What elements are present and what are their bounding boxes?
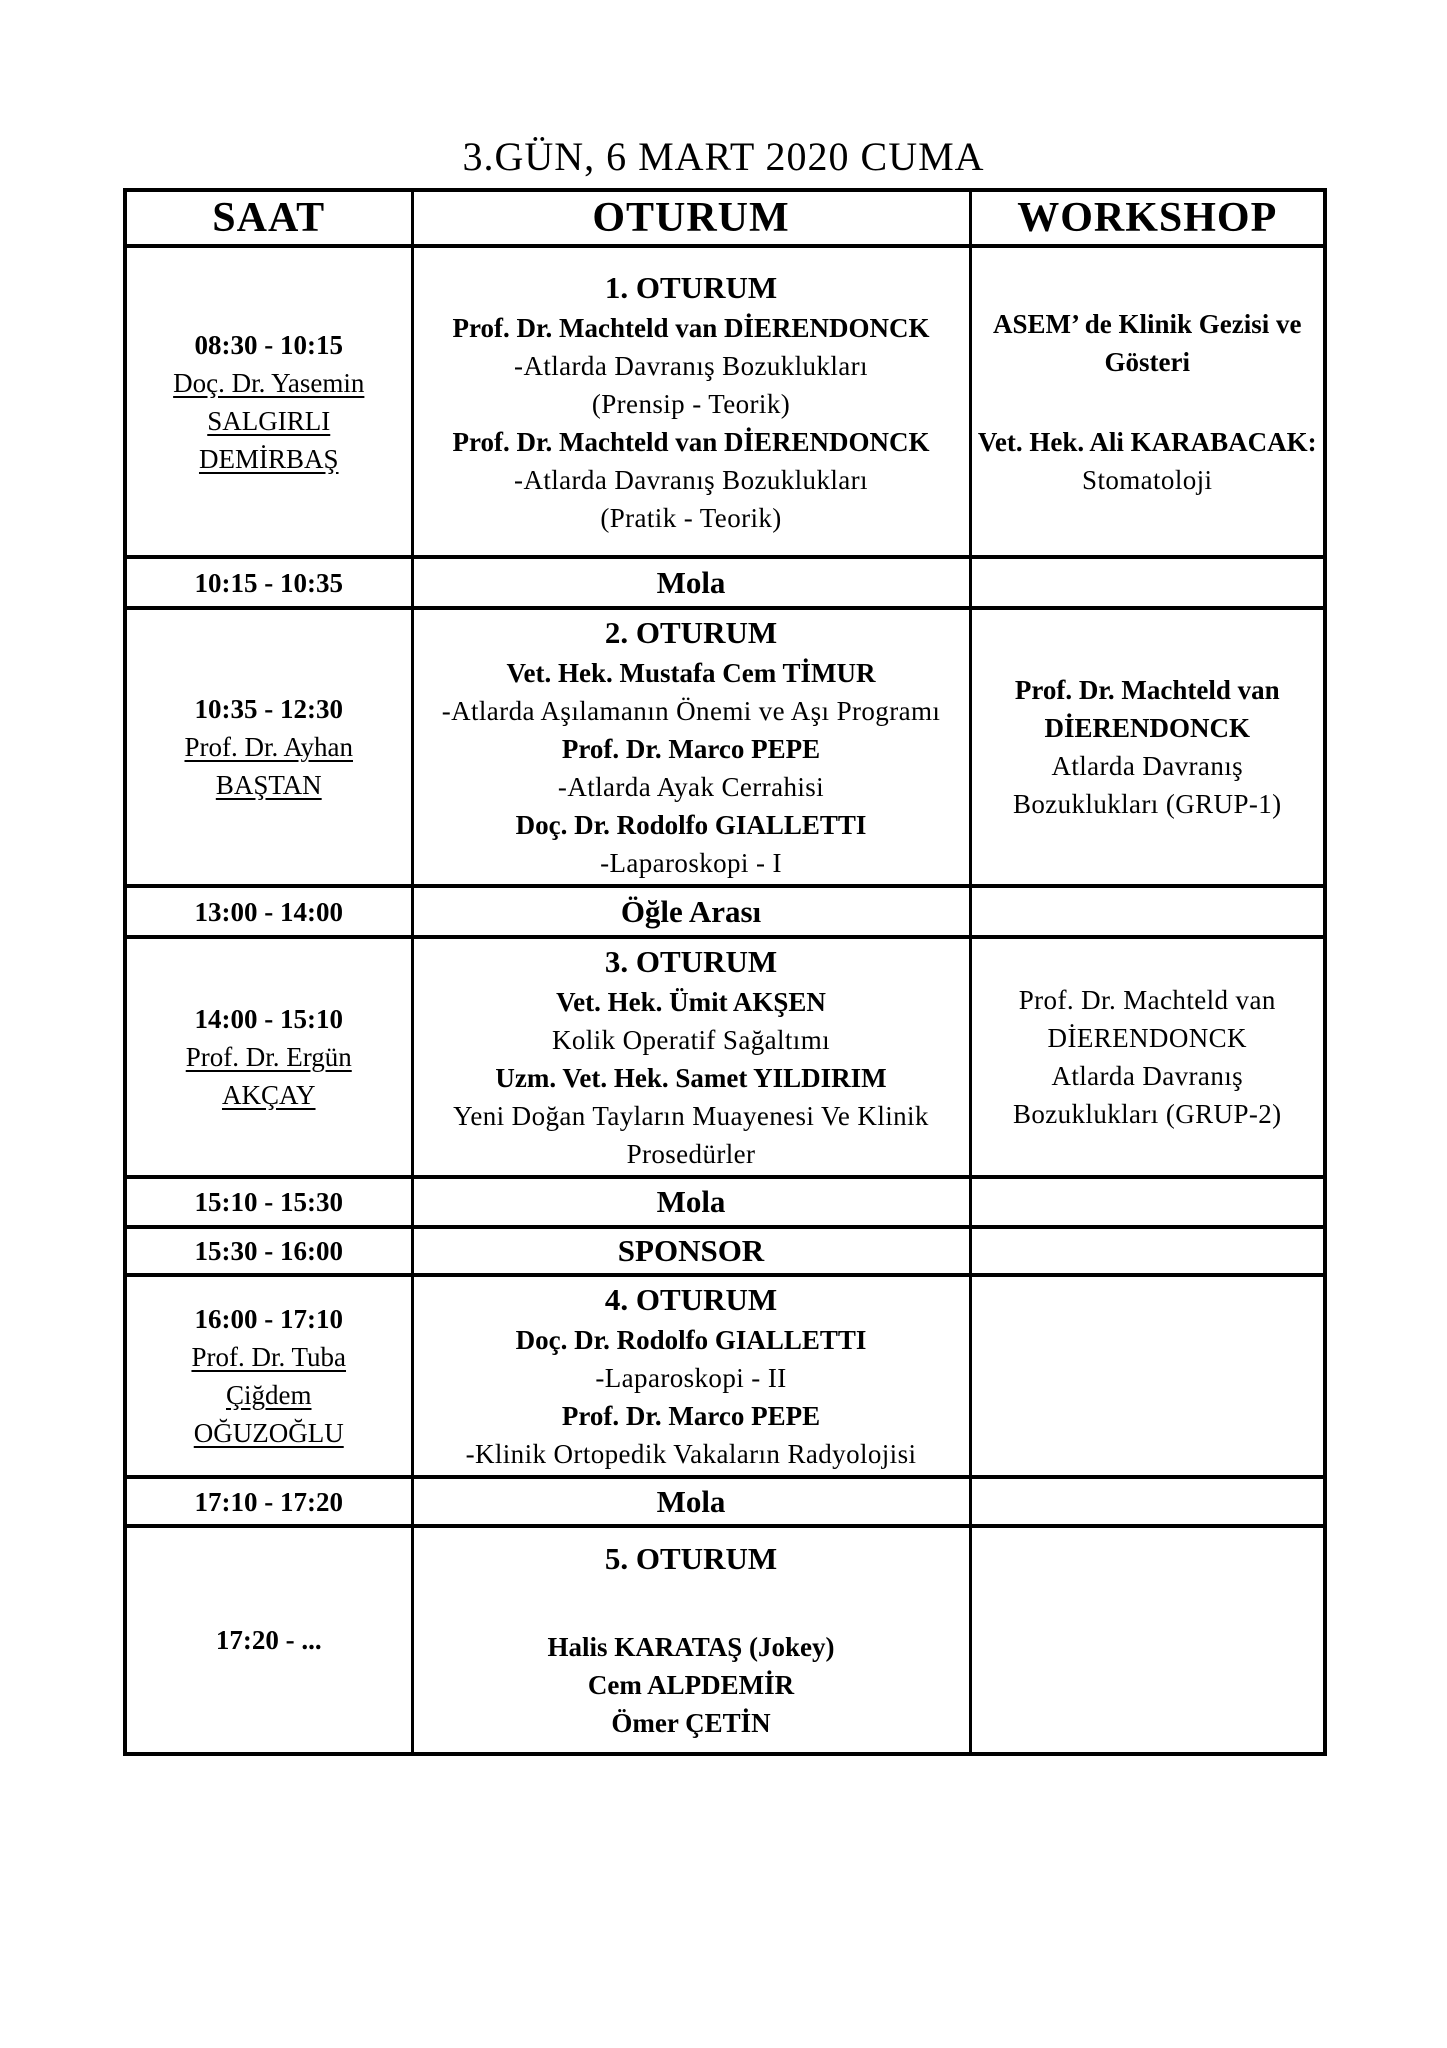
table-row-break bbox=[125, 1477, 1325, 1526]
table-row-session-5 bbox=[125, 1526, 1325, 1754]
time-cell bbox=[125, 937, 412, 1177]
speaker-name: Ömer ÇETİN bbox=[611, 1708, 771, 1738]
talk-subtitle: (Pratik - Teorik) bbox=[600, 502, 782, 533]
workshop-speaker: Prof. Dr. Machteld van DİERENDONCK bbox=[1014, 675, 1280, 743]
workshop-cell-empty bbox=[970, 1177, 1325, 1227]
moderator-line: OĞUZOĞLU bbox=[193, 1418, 344, 1448]
speaker-name: Vet. Hek. Mustafa Cem TİMUR bbox=[506, 658, 876, 688]
session-title: 2. OTURUM bbox=[604, 615, 778, 650]
session-title: 1. OTURUM bbox=[604, 269, 778, 305]
sponsor-label: SPONSOR bbox=[617, 1233, 765, 1268]
workshop-cell-empty bbox=[970, 1227, 1325, 1275]
moderator-line: Prof. Dr. Ergün bbox=[185, 1042, 352, 1072]
time-cell bbox=[125, 1227, 412, 1275]
session-cell bbox=[412, 608, 970, 886]
workshop-topic: Atlarda Davranış Bozuklukları (GRUP-1) bbox=[1012, 751, 1282, 819]
workshop-cell-empty bbox=[970, 886, 1325, 937]
talk-title: Kolik Operatif Sağaltımı bbox=[551, 1025, 831, 1055]
session-title: 4. OTURUM bbox=[604, 1282, 778, 1317]
speaker-name: Vet. Hek. Ümit AKŞEN bbox=[556, 987, 826, 1017]
session-cell bbox=[412, 937, 970, 1177]
talk-title: -Atlarda Davranış Bozuklukları bbox=[514, 464, 868, 495]
break-cell bbox=[412, 1227, 970, 1275]
speaker-name: Doç. Dr. Rodolfo GIALLETTI bbox=[515, 810, 867, 840]
table-row-session-4 bbox=[125, 1275, 1325, 1477]
moderator-line: AKÇAY bbox=[221, 1080, 316, 1110]
talk-title: -Laparoskopi - II bbox=[595, 1363, 787, 1393]
workshop-speaker: Prof. Dr. Machteld van DİERENDONCK bbox=[1018, 985, 1276, 1053]
time-range: 17:20 - ... bbox=[215, 1625, 322, 1655]
time-cell bbox=[125, 557, 412, 608]
workshop-cell bbox=[970, 937, 1325, 1177]
workshop-speaker: Vet. Hek. Ali KARABACAK: bbox=[977, 426, 1317, 457]
workshop-topic: Stomatoloji bbox=[1082, 464, 1213, 495]
session-title: 5. OTURUM bbox=[604, 1541, 778, 1576]
workshop-cell-empty bbox=[970, 1526, 1325, 1754]
workshop-cell bbox=[970, 608, 1325, 886]
session-cell bbox=[412, 1275, 970, 1477]
break-label: Mola bbox=[656, 564, 726, 600]
talk-title: -Atlarda Aşılamanın Önemi ve Aşı Programı bbox=[441, 696, 941, 726]
time-range: 10:15 - 10:35 bbox=[194, 567, 343, 598]
time-cell bbox=[125, 1477, 412, 1526]
workshop-cell-empty bbox=[970, 1275, 1325, 1477]
workshop-cell-empty bbox=[970, 1477, 1325, 1526]
speaker-name: Prof. Dr. Marco PEPE bbox=[561, 734, 821, 764]
moderator-line: Prof. Dr. Tuba bbox=[191, 1342, 347, 1372]
table-row-session-3 bbox=[125, 937, 1325, 1177]
time-cell bbox=[125, 1177, 412, 1227]
break-label: Mola bbox=[656, 1184, 726, 1219]
speaker-name: Prof. Dr. Machteld van DİERENDONCK bbox=[452, 426, 930, 457]
workshop-title: ASEM’ de Klinik Gezisi ve Gösteri bbox=[993, 308, 1302, 377]
talk-title: Yeni Doğan Tayların Muayenesi Ve Klinik Prosedürler bbox=[453, 1101, 929, 1169]
time-range: 15:10 - 15:30 bbox=[194, 1187, 343, 1217]
talk-title: -Laparoskopi - I bbox=[600, 848, 782, 878]
time-cell bbox=[125, 246, 412, 557]
speaker-name: Halis KARATAŞ (Jokey) bbox=[547, 1632, 835, 1662]
speaker-name: Prof. Dr. Machteld van DİERENDONCK bbox=[452, 312, 930, 343]
workshop-cell bbox=[970, 246, 1325, 557]
break-label: Öğle Arası bbox=[620, 893, 762, 929]
moderator-line: Çiğdem bbox=[226, 1380, 312, 1410]
header-saat: SAAT bbox=[125, 190, 412, 246]
time-range: 13:00 - 14:00 bbox=[194, 896, 343, 927]
break-cell bbox=[412, 1177, 970, 1227]
speaker-name: Prof. Dr. Marco PEPE bbox=[561, 1401, 821, 1431]
time-range: 16:00 - 17:10 bbox=[194, 1304, 343, 1334]
time-cell bbox=[125, 1526, 412, 1754]
table-row-break bbox=[125, 886, 1325, 937]
moderator-line: Prof. Dr. Ayhan bbox=[184, 732, 353, 762]
schedule-table bbox=[123, 188, 1327, 1756]
moderator-line: SALGIRLI bbox=[207, 405, 331, 436]
time-range: 08:30 - 10:15 bbox=[194, 329, 343, 360]
time-range: 10:35 - 12:30 bbox=[194, 694, 343, 724]
table-row-break bbox=[125, 557, 1325, 608]
workshop-topic: Atlarda Davranış Bozuklukları (GRUP-2) bbox=[1012, 1061, 1282, 1129]
time-cell bbox=[125, 608, 412, 886]
time-cell bbox=[125, 1275, 412, 1477]
break-cell bbox=[412, 1477, 970, 1526]
moderator-line: Doç. Dr. Yasemin bbox=[173, 367, 365, 398]
talk-title: -Klinik Ortopedik Vakaların Radyolojisi bbox=[465, 1439, 917, 1469]
moderator-line: DEMİRBAŞ bbox=[198, 443, 339, 474]
session-title: 3. OTURUM bbox=[604, 944, 778, 979]
time-range: 17:10 - 17:20 bbox=[194, 1486, 343, 1517]
session-cell bbox=[412, 246, 970, 557]
break-cell bbox=[412, 557, 970, 608]
time-range: 15:30 - 16:00 bbox=[194, 1236, 343, 1266]
break-cell bbox=[412, 886, 970, 937]
header-workshop: WORKSHOP bbox=[970, 190, 1325, 246]
moderator-line: BAŞTAN bbox=[215, 770, 322, 800]
session-cell bbox=[412, 1526, 970, 1754]
speaker-name: Doç. Dr. Rodolfo GIALLETTI bbox=[515, 1325, 867, 1355]
talk-subtitle: (Prensip - Teorik) bbox=[591, 388, 791, 419]
page-title: 3.GÜN, 6 MART 2020 CUMA bbox=[462, 134, 985, 179]
table-row-break bbox=[125, 1177, 1325, 1227]
header-oturum: OTURUM bbox=[412, 190, 970, 246]
table-row-session-2 bbox=[125, 608, 1325, 886]
break-label: Mola bbox=[656, 1483, 726, 1519]
table-row-sponsor bbox=[125, 1227, 1325, 1275]
header-row bbox=[125, 190, 1325, 246]
table-row-session-1 bbox=[125, 246, 1325, 557]
speaker-name: Uzm. Vet. Hek. Samet YILDIRIM bbox=[495, 1063, 887, 1093]
talk-title: -Atlarda Davranış Bozuklukları bbox=[514, 350, 868, 381]
talk-title: -Atlarda Ayak Cerrahisi bbox=[557, 772, 825, 802]
time-cell bbox=[125, 886, 412, 937]
speaker-name: Cem ALPDEMİR bbox=[587, 1670, 795, 1700]
time-range: 14:00 - 15:10 bbox=[194, 1004, 343, 1034]
workshop-cell-empty bbox=[970, 557, 1325, 608]
